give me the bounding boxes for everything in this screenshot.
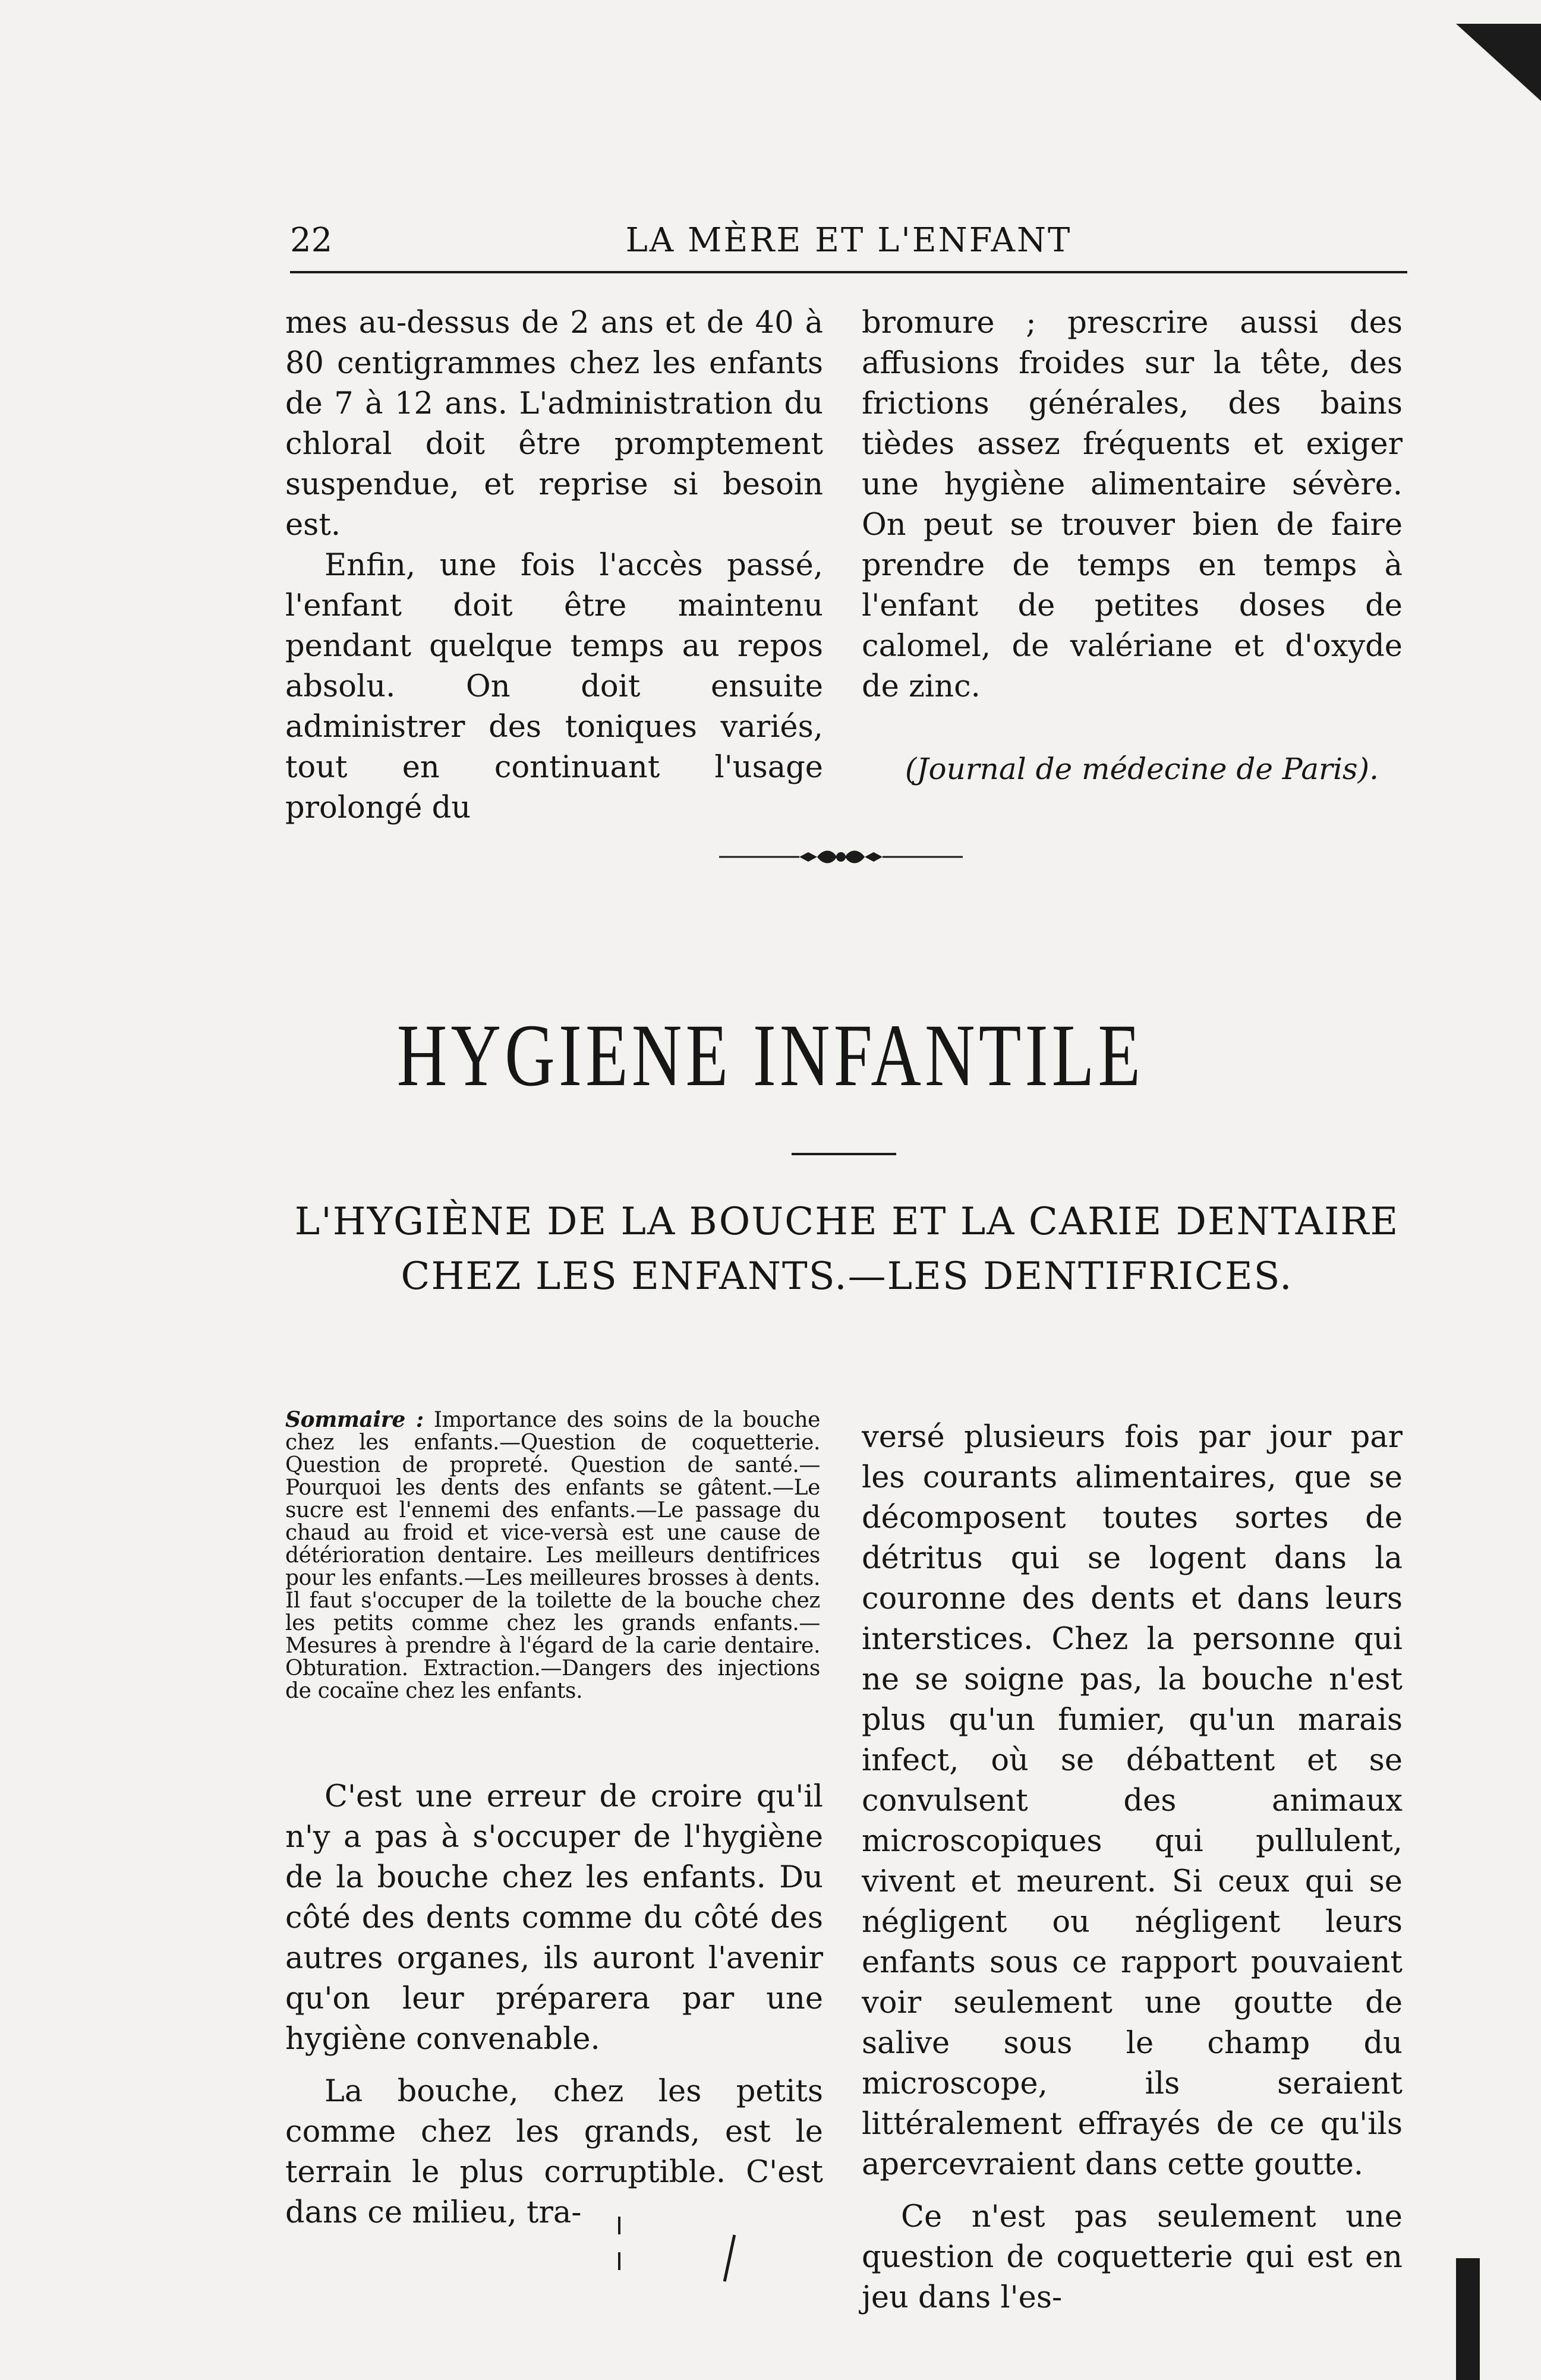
scan-speck-3 — [723, 2234, 736, 2281]
title-rule — [792, 1153, 896, 1155]
scan-speck-2 — [618, 2252, 620, 2270]
summary-label: Sommaire : — [285, 1407, 424, 1432]
corner-scan-mark — [1456, 24, 1541, 101]
section-title: HYGIENE INFANTILE — [396, 1006, 1145, 1105]
summary-block — [285, 1408, 820, 1703]
article-subtitle — [256, 1194, 1438, 1304]
top-right-paragraph-1: bromure ; prescrire aussi des affusions froides sur la tête, des frictions générales, des bains tièdes assez fréquents et exiger une hygiène alimentaire sévère. On peut se trouver bien de faire prendre de temps en temps à l'enfant de petites doses de calomel, de valériane et d'oxyde de zinc. — [862, 305, 1403, 704]
running-title: LA MÈRE ET L'ENFANT — [625, 221, 1072, 260]
ornament-divider — [719, 838, 963, 874]
top-left-paragraph-2: Enfin, une fois l'accès passé, l'enfant doit être maintenu pendant quelque temps au repos absolu. On doit ensuite administrer des toniques variés, tout en continuant l'usage prolongé du — [285, 548, 823, 825]
top-left-column — [285, 303, 823, 828]
subtitle-line-2: CHEZ LES ENFANTS.—LES DENTIFRICES. — [401, 1254, 1293, 1298]
bottom-right-paragraph-2: Ce n'est pas seulement une question de coquetterie qui est en jeu dans l'es- — [862, 2199, 1403, 2315]
bottom-left-column — [285, 1777, 823, 2233]
bottom-left-paragraph-2: La bouche, chez les petits comme chez les grands, est le terrain le plus corruptible. C'est dans ce milieu, tra- — [285, 2074, 823, 2230]
subtitle-line-1: L'HYGIÈNE DE LA BOUCHE ET LA CARIE DENTAIRE — [294, 1200, 1400, 1244]
bottom-right-column — [862, 1417, 1403, 2318]
top-left-paragraph-1: mes au-dessus de 2 ans et de 40 à 80 centigrammes chez les enfants de 7 à 12 ans. L'administration du chloral doit être promptement suspendue, et reprise si besoin est. — [285, 305, 823, 543]
running-header — [290, 221, 1407, 273]
bottom-left-paragraph-1: C'est une erreur de croire qu'il n'y a pas à s'occuper de l'hygiène de la bouche chez les enfants. Du côté des dents comme du côté des autres organes, ils auront l'avenir qu'on leur préparera par une hygiène convenable. — [285, 1779, 823, 2057]
edge-scan-mark — [1456, 2258, 1480, 2380]
scan-speck-1 — [618, 2217, 620, 2234]
bottom-right-paragraph-1: versé plusieurs fois par jour par les courants alimentaires, que se décomposent toutes sortes de détritus qui se logent dans la couronne des dents et dans leurs interstices. Chez la personne qui ne se soigne pas, la bouche n'est plus qu'un fumier, qu'un marais infect, où se débattent et se convulsent des animaux microscopiques qui pullulent, vivent et meurent. Si ceux qui se négligent ou négligent leurs enfants sous ce rapport pouvaient voir seulement une goutte de salive sous le champ du microscope, ils seraient littéralement effrayés de ce qu'ils apercevraient dans cette goutte. — [862, 1420, 1403, 2182]
top-right-column — [862, 303, 1403, 789]
page-number: 22 — [290, 221, 333, 260]
journal-citation: (Journal de médecine de Paris). — [905, 752, 1379, 786]
summary-text: Importance des soins de la bouche chez les enfants.—Question de coquetterie. Question de propreté. Question de santé.—Pourquoi les dents des enfants se gâtent.—Le sucre est l'ennemi des enfants.—Le passage du chaud au froid et vice-versà est une cause de détérioration dentaire. Les meilleurs dentifrices pour les enfants.—Les meilleures brosses à dents. Il faut s'occuper de la toilette de la bouche chez les petits comme chez les grands enfants.—Mesures à prendre à l'égard de la carie dentaire. Obturation. Extraction.—Dangers des injections de cocaïne chez les enfants. — [285, 1408, 821, 1703]
